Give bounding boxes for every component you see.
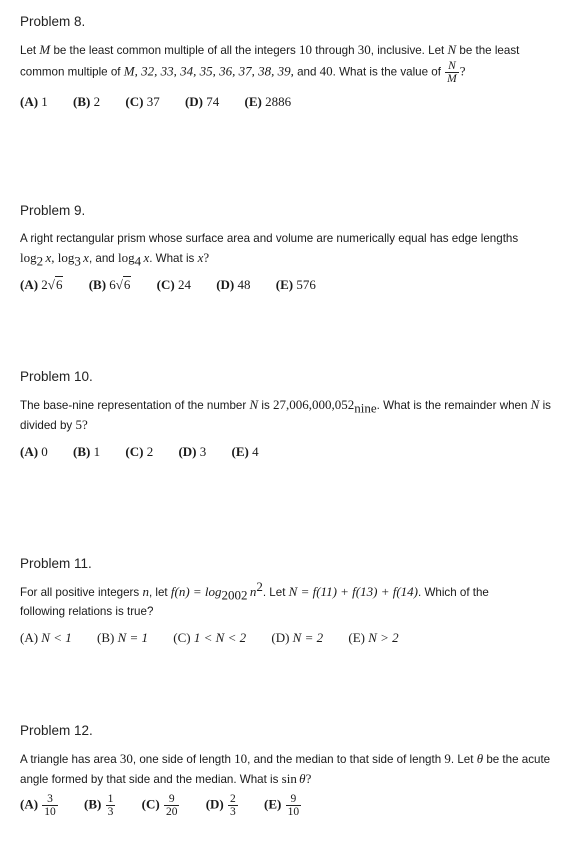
answer-choices bbox=[20, 793, 565, 818]
choice-a[interactable]: (A) N < 1 bbox=[20, 630, 72, 646]
choice-a[interactable]: (A) 0 bbox=[20, 444, 48, 460]
choice-d[interactable]: (D) 74 bbox=[184, 94, 220, 110]
answer-choices bbox=[20, 443, 565, 460]
choice-e[interactable]: (E) 4 bbox=[231, 444, 259, 460]
choice-c[interactable]: (C) 1 < N < 2 bbox=[173, 630, 247, 646]
choice-d[interactable]: (D) 48 bbox=[216, 277, 251, 293]
choice-e[interactable]: (E) $\frac{9}{10}$ bbox=[263, 793, 300, 818]
problem-statement: A right rectangular prism whose surface area and volume are numerically equal has edge lengths $\log_2 x$, $\log_3 x$, and $\log_4 x$. What is x? bbox=[20, 232, 519, 269]
problem-statement: Let M be the least common multiple of all the integers 10 through 30, inclusive. Let N be the least common multiple of M, 32, 33, 34, 35, 36, 37, 38, 39, and 40. What is the value of $\frac{N}{M}$ ? bbox=[20, 42, 520, 85]
choice-e[interactable]: (E) 576 bbox=[275, 277, 316, 293]
problem-10 bbox=[20, 369, 565, 460]
choice-b[interactable]: (B) 1 bbox=[73, 444, 101, 460]
choice-c[interactable]: (C) 2 bbox=[125, 444, 154, 460]
problem-12 bbox=[20, 723, 565, 818]
choice-e[interactable]: (E) 2886 bbox=[244, 94, 292, 110]
choice-a[interactable]: (A) 1 bbox=[20, 94, 48, 110]
choice-a[interactable]: (A) 2√6 bbox=[20, 277, 63, 293]
choice-d[interactable]: (D) $\frac{2}{3}$ bbox=[205, 793, 236, 818]
problem-title: Problem 8. bbox=[20, 14, 86, 29]
problem-9 bbox=[20, 203, 565, 293]
choice-b[interactable]: (B) 6√6 bbox=[88, 277, 131, 293]
choice-b[interactable]: (B) $\frac{1}{3}$ bbox=[84, 793, 114, 818]
problem-statement: The base-nine representation of the number N is $27,006,000,052_{nine}$. What is the remainder when N is divided by 5? bbox=[20, 397, 551, 432]
choice-e[interactable]: (E) N > 2 bbox=[348, 630, 399, 646]
problem-8 bbox=[20, 14, 565, 110]
choice-c[interactable]: (C) 37 bbox=[125, 94, 160, 110]
answer-choices bbox=[20, 93, 565, 110]
problem-title: Problem 12. bbox=[20, 723, 93, 738]
choice-a[interactable]: (A) $\frac{3}{10}$ bbox=[20, 793, 56, 818]
problem-11 bbox=[20, 556, 565, 646]
problem-statement: For all positive integers n, let $f(n) = \log_{2002} n^2$. Let N = f(11) + f(13) + f(14). Which of the following relations is true? bbox=[20, 579, 489, 618]
choice-c[interactable]: (C) $\frac{9}{20}$ bbox=[141, 793, 178, 818]
problem-title: Problem 10. bbox=[20, 369, 93, 384]
choice-b[interactable]: (B) N = 1 bbox=[97, 630, 149, 646]
choice-d[interactable]: (D) 3 bbox=[178, 444, 207, 460]
problem-title: Problem 11. bbox=[20, 556, 92, 571]
problem-title: Problem 9. bbox=[20, 203, 86, 218]
answer-choices bbox=[20, 276, 565, 293]
choice-d[interactable]: (D) N = 2 bbox=[271, 630, 324, 646]
choice-b[interactable]: (B) 2 bbox=[73, 94, 101, 110]
fraction-n-over-m: $\frac{N}{M}$ bbox=[447, 60, 457, 85]
problem-statement: A triangle has area 30, one side of length 10, and the median to that side of length 9. Let θ be the acute angle formed by that side and the median. What is sin θ? bbox=[20, 751, 551, 786]
answer-choices bbox=[20, 629, 565, 646]
choice-c[interactable]: (C) 24 bbox=[156, 277, 191, 293]
